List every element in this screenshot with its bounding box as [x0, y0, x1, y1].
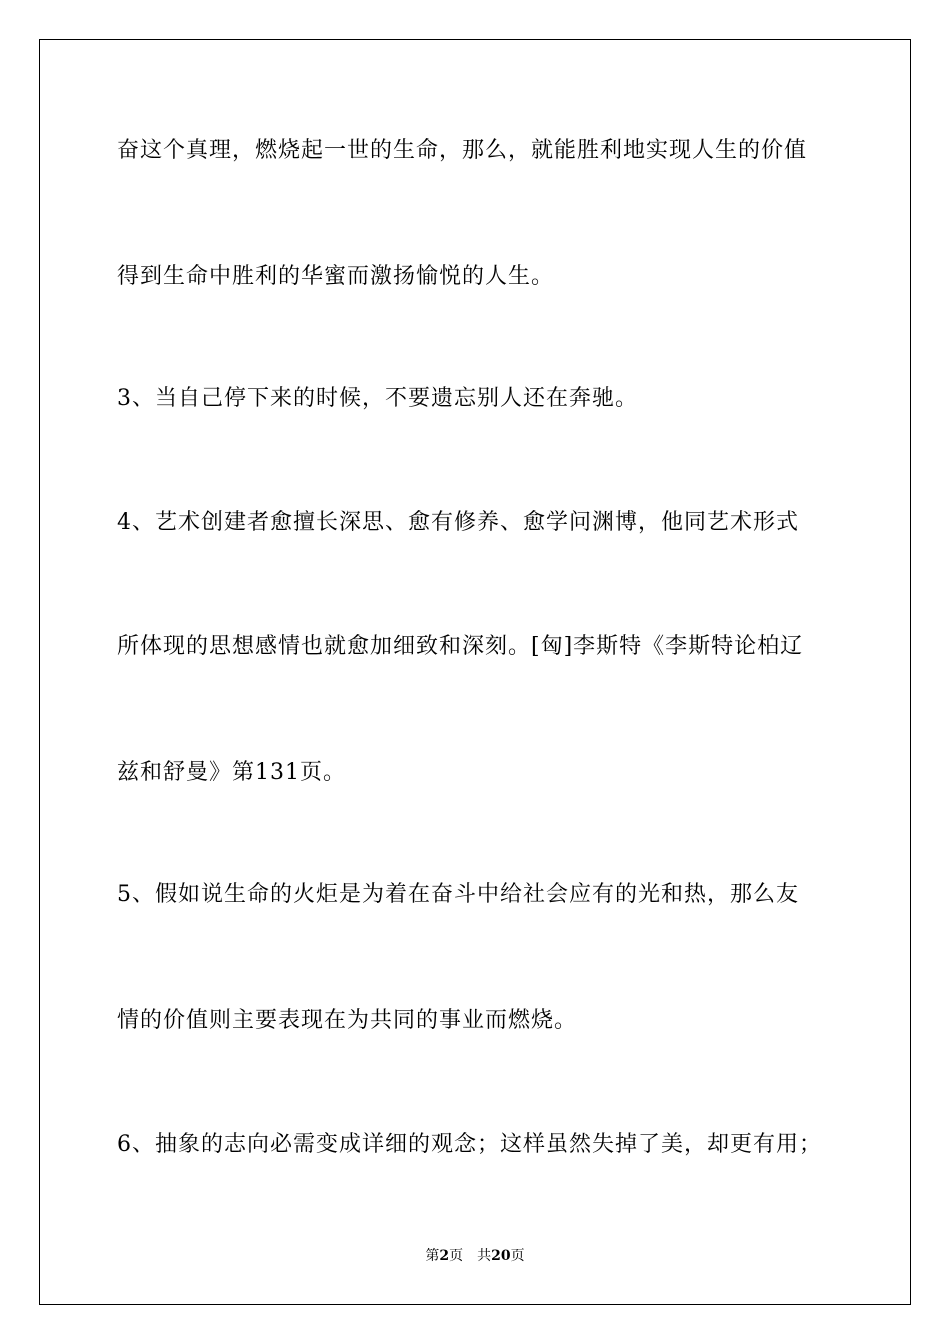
total-suffix: 页	[510, 1248, 525, 1264]
text-line-9: 6、抽象的志向必需变成详细的观念；这样虽然失掉了美，却更有用；	[117, 1132, 822, 1157]
text-line-6: 兹和舒曼》第131页。	[117, 760, 346, 785]
page-number: 2	[439, 1248, 450, 1264]
text-line-2: 得到生命中胜利的华蜜而激扬愉悦的人生。	[117, 264, 555, 289]
page-footer	[0, 1247, 950, 1265]
page-prefix: 第	[425, 1248, 440, 1264]
page-border	[39, 39, 911, 1305]
text-line-1: 奋这个真理，燃烧起一世的生命，那么，就能胜利地实现人生的价值	[117, 138, 808, 163]
text-line-8: 情的价值则主要表现在为共同的事业而燃烧。	[117, 1008, 578, 1033]
total-prefix: 共	[477, 1248, 492, 1264]
total-pages: 20	[491, 1248, 511, 1264]
text-line-4: 4、艺术创建者愈擅长深思、愈有修养、愈学问渊博，他同艺术形式	[117, 510, 799, 535]
text-line-7: 5、假如说生命的火炬是为着在奋斗中给社会应有的光和热，那么友	[117, 882, 799, 907]
text-line-3: 3、当自己停下来的时候，不要遗忘别人还在奔驰。	[117, 386, 638, 411]
text-line-5: 所体现的思想感情也就愈加细致和深刻。[匈]李斯特《李斯特论柏辽	[117, 634, 804, 659]
page-suffix: 页	[449, 1248, 464, 1264]
